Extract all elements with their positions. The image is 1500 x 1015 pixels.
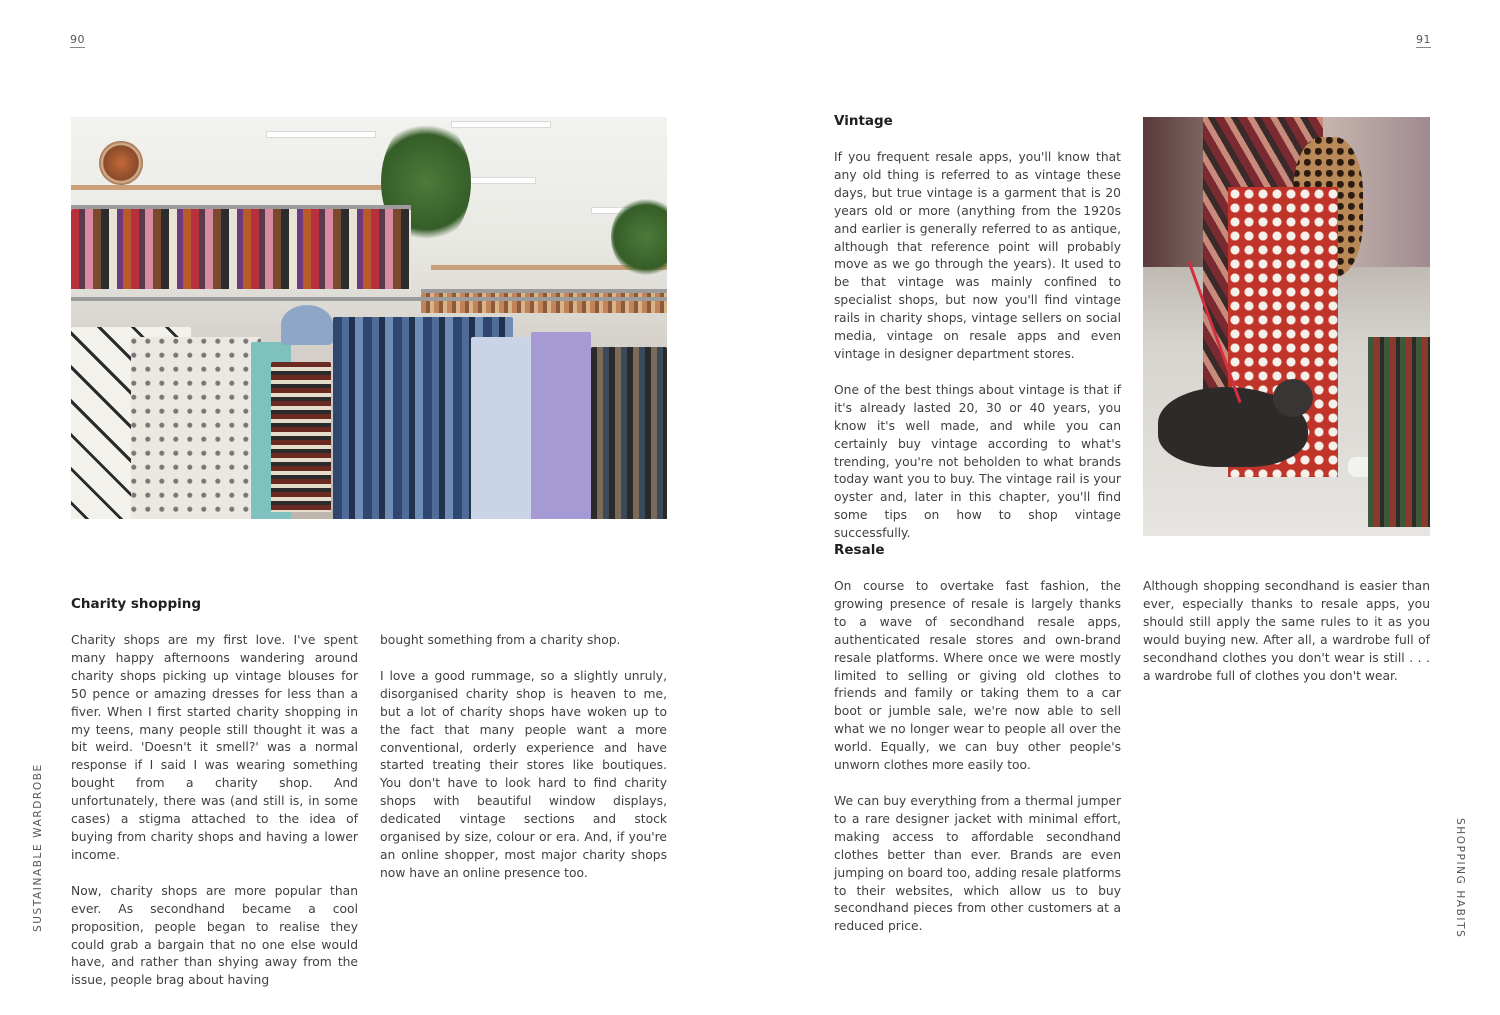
vintage-heading: Vintage bbox=[834, 113, 893, 129]
charity-column-1 bbox=[71, 632, 358, 990]
charity-paragraph: I love a good rummage, so a slightly unruly, disorganised charity shop is heaven to me, but a lot of charity shops have woken up to the fact that many people want a more conventional, orderly experience and have started treating their stores like boutiques. You don't have to look hard to find charity shops with beautiful window displays, dedicated vintage sections and stock organised by size, colour or era. And, if you're an online shopper, most major charity shops now have an online presence too. bbox=[380, 668, 667, 880]
vintage-market-photo bbox=[1143, 117, 1430, 536]
resale-column-2 bbox=[1143, 578, 1430, 685]
charity-paragraph: bought something from a charity shop. bbox=[380, 633, 621, 647]
charity-heading: Charity shopping bbox=[71, 596, 202, 612]
running-head-left: SUSTAINABLE WARDROBE bbox=[32, 763, 44, 932]
charity-paragraph: Now, charity shops are more popular than ever. As secondhand became a cool proposition, people began to realise they could grab a bargain that no one else would have, and rather than shying away from the issue, people brag about having bbox=[71, 883, 358, 988]
resale-paragraph: Although shopping secondhand is easier than ever, especially thanks to resale apps, you should still apply the same rules to it as you would buying new. After all, a wardrobe full of secondhand clothes you don't wear is still . . . a wardrobe full of clothes you don't wear. bbox=[1143, 579, 1430, 683]
vintage-paragraph: One of the best things about vintage is that if it's already lasted 20, 30 or 40 years, you know it's well made, and while you can certainly buy vintage according to what's trending, you're not beholden to what brands today want you to buy. The vintage rail is your oyster and, later in this chapter, you'll find some tips on how to shop vintage successfully. bbox=[834, 382, 1121, 541]
resale-paragraph: We can buy everything from a thermal jumper to a rare designer jacket with minimal effort, making access to affordable secondhand clothes better than ever. Brands are even jumping on board too, adding resale platforms to their websites, which allow us to buy secondhand pieces from other customers at a reduced price. bbox=[834, 793, 1121, 934]
vintage-paragraph: If you frequent resale apps, you'll know that any old thing is referred to as vintage these days, but true vintage is a garment that is 20 years old or more (anything from the 1920s and earlier is generally referred to as antique, although that reference point will probably move as we go through the years). It used to be that vintage was mainly confined to specialist shops, but now you'll find vintage rails in charity shops, vintage sellers on social media, vintage on resale apps and even vintage in designer department stores. bbox=[834, 150, 1121, 361]
resale-column-1 bbox=[834, 578, 1121, 936]
charity-column-2 bbox=[380, 632, 667, 883]
charity-shop-photo bbox=[71, 117, 667, 519]
resale-paragraph: On course to overtake fast fashion, the growing presence of resale is largely thanks to a wave of secondhand resale apps, authenticated resale stores and own-brand resale platforms. Where once we were mostly limited to selling or giving old clothes to friends and family or taking them to a car boot or jumble sale, we're now able to sell what we no longer wear to people all over the world. Equally, we can buy other people's unworn clothes more easily too. bbox=[834, 579, 1121, 773]
running-head-right: SHOPPING HABITS bbox=[1454, 818, 1466, 939]
page-number-right: 91 bbox=[1416, 33, 1431, 46]
page-number-left: 90 bbox=[70, 33, 85, 46]
vintage-column bbox=[834, 149, 1121, 543]
charity-paragraph: Charity shops are my first love. I've spent many happy afternoons wandering around charity shops picking up vintage blouses for 50 pence or amazing dresses for less than a fiver. When I first started charity shopping in my teens, many people still thought it was a bit weird. 'Doesn't it smell?' was a normal response if I said I was wearing something bought from a charity shop. And unfortunately, there was (and still is, in some cases) a stigma attached to the idea of buying from charity shops and having a lower income. bbox=[71, 633, 358, 862]
resale-heading: Resale bbox=[834, 542, 885, 558]
